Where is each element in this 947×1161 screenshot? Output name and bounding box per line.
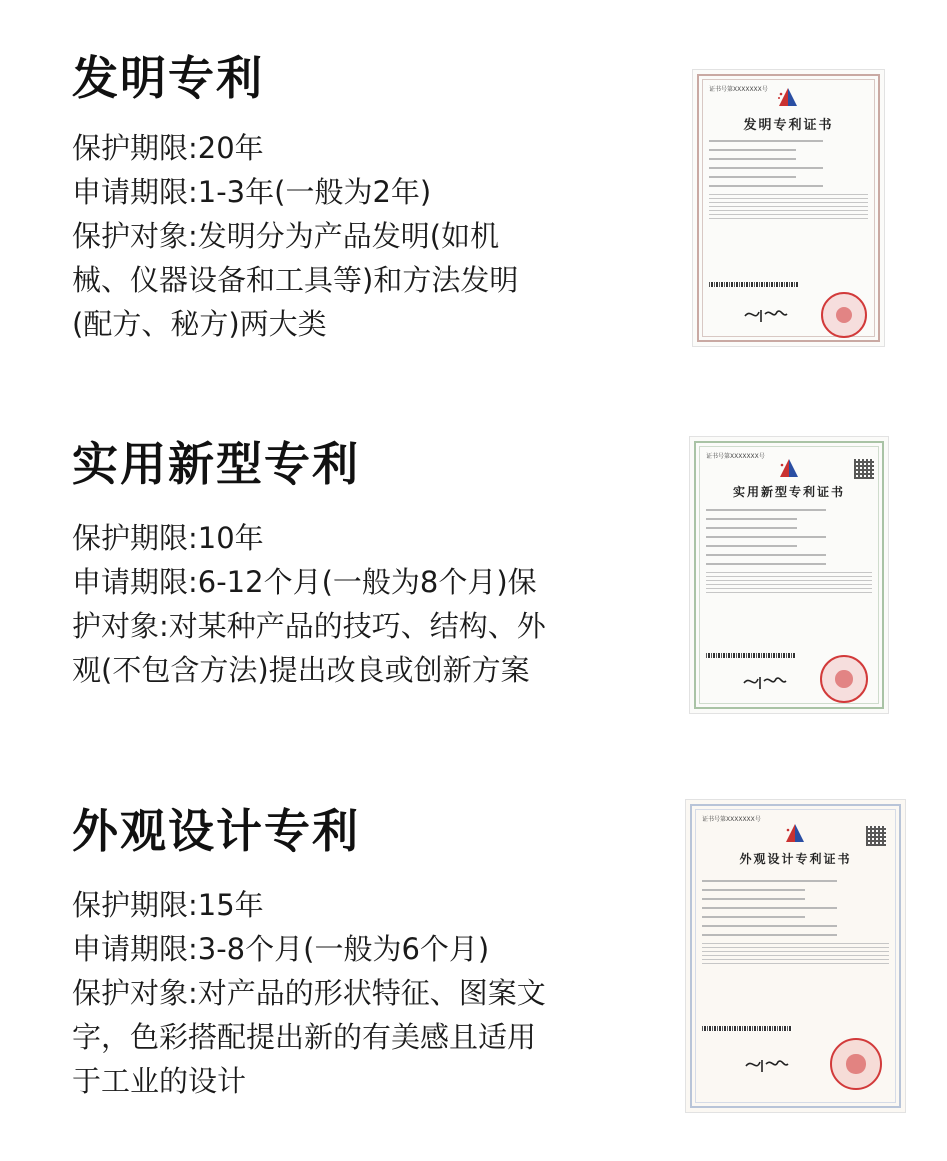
design-patent-certificate-image: 证书号第XXXXXXX号 外观设计专利证书 (686, 800, 905, 1112)
protection-object-line: 械、仪器设备和工具等)和方法发明 (72, 263, 519, 297)
protection-object-line: 保护对象:发明分为产品发明(如机 (72, 219, 500, 253)
protection-object-line: 观(不包含方法)提出改良或创新方案 (72, 653, 530, 687)
signature-icon (743, 306, 789, 327)
certificate-title: 实用新型专利证书 (732, 485, 845, 499)
application-period: 申请期限:6-12个月(一般为8个月)保 (72, 565, 537, 599)
certificate-title: 外观设计专利证书 (739, 852, 852, 866)
cnipa-logo-icon (776, 457, 802, 483)
application-period: 申请期限:3-8个月(一般为6个月) (72, 932, 490, 966)
cnipa-logo-icon (782, 822, 808, 848)
signature-icon (742, 673, 788, 694)
seal-icon (820, 655, 868, 703)
certificate-title: 发明专利证书 (743, 118, 834, 133)
signature-icon (744, 1056, 790, 1077)
utility-model-certificate-image: 证书号第XXXXXXX号 实用新型专利证书 (690, 437, 888, 713)
qr-code-icon (854, 459, 874, 479)
section-description (72, 126, 612, 346)
protection-period: 保护期限:20年 (72, 131, 264, 165)
section-title: 发明专利 (72, 51, 264, 105)
invention-patent-certificate-image: 证书号第XXXXXXX号 发明专利证书 (693, 70, 884, 346)
application-period: 申请期限:1-3年(一般为2年) (72, 175, 432, 209)
qr-code-icon (866, 826, 886, 846)
protection-period: 保护期限:10年 (72, 521, 264, 555)
seal-icon (830, 1038, 882, 1090)
seal-icon (821, 292, 867, 338)
section-description (72, 516, 612, 692)
protection-object-line: 字，色彩搭配提出新的有美感且适用 (72, 1020, 537, 1054)
cnipa-logo-icon (775, 86, 801, 112)
protection-object-line: 保护对象:对产品的形状特征、图案文 (72, 976, 546, 1010)
section-title: 外观设计专利 (72, 804, 360, 858)
section-description (72, 883, 612, 1103)
protection-period: 保护期限:15年 (72, 888, 264, 922)
section-title: 实用新型专利 (72, 437, 360, 491)
protection-object-line: 护对象:对某种产品的技巧、结构、外 (72, 609, 546, 643)
protection-object-line: 于工业的设计 (72, 1064, 247, 1098)
protection-object-line: (配方、秘方)两大类 (72, 307, 327, 341)
